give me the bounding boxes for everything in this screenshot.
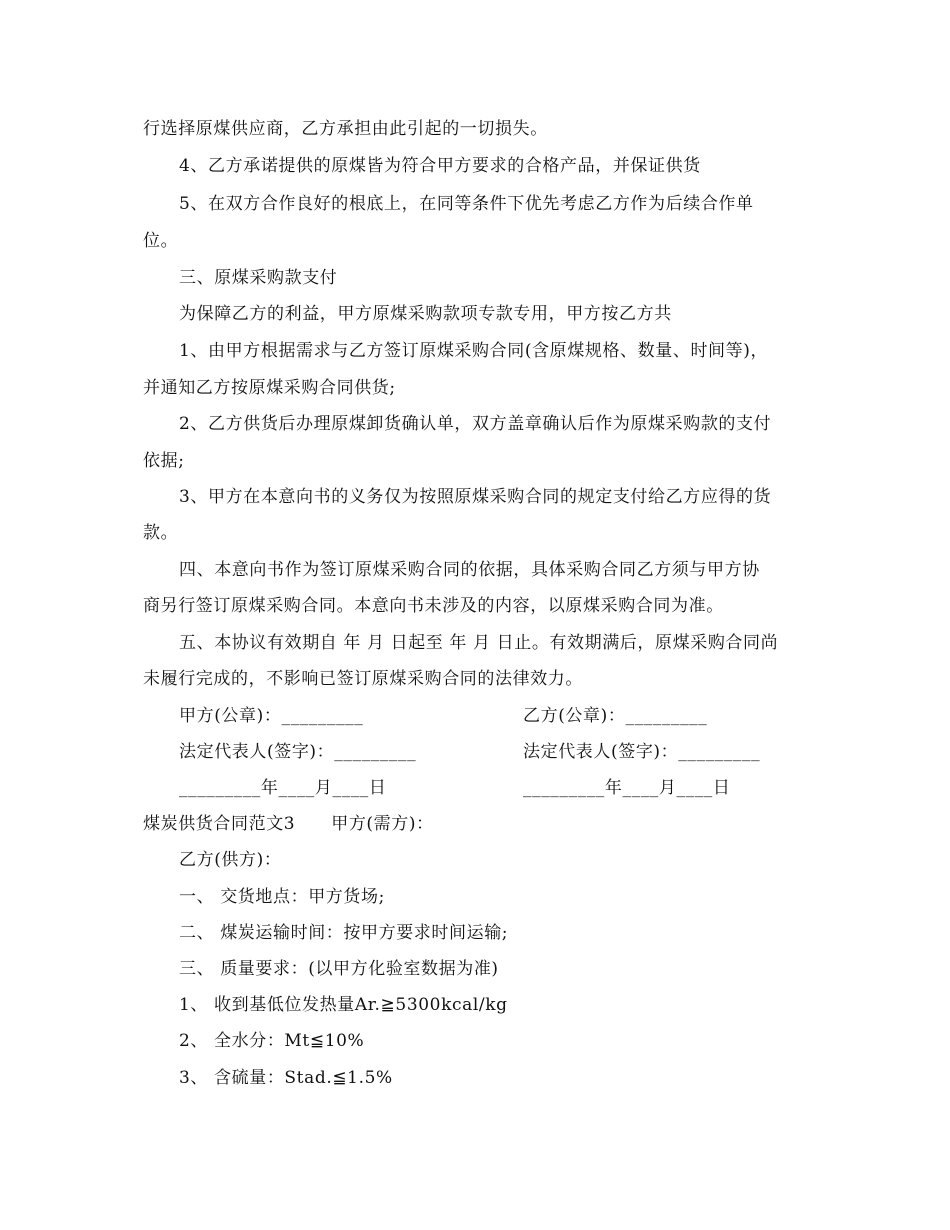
contract3-item: 3、 含硫量：Stad.≦1.5%	[179, 1068, 393, 1088]
party-b-representative-field: 法定代表人(签字)：_________	[523, 742, 761, 762]
party-b-seal-field: 乙方(公章)：_________	[523, 706, 708, 726]
contract3-item: 三、 质量要求：(以甲方化验室数据为准)	[179, 959, 499, 979]
contract3-header-line	[143, 813, 434, 835]
party-a-date-field: _________年____月____日	[179, 778, 387, 798]
contract3-item: 1、 收到基低位发热量Ar.≧5300kcal/kg	[179, 995, 508, 1015]
contract3-item: 2、 全水分：Mt≦10%	[179, 1031, 365, 1051]
paragraph-line: 四、本意向书作为签订原煤采购合同的依据，具体采购合同乙方须与甲方协	[179, 560, 760, 580]
paragraph-line: 行选择原煤供应商，乙方承担由此引起的一切损失。	[143, 119, 548, 139]
contract3-item: 二、 煤炭运输时间：按甲方要求时间运输;	[179, 923, 509, 943]
paragraph-line: 依据;	[143, 451, 185, 471]
paragraph-line: 1、由甲方根据需求与乙方签订原煤采购合同(含原煤规格、数量、时间等)，	[179, 341, 769, 361]
paragraph-line: 2、乙方供货后办理原煤卸货确认单，双方盖章确认后作为原煤采购款的支付	[179, 414, 772, 434]
paragraph-line: 为保障乙方的利益，甲方原煤采购款项专款专用，甲方按乙方共	[179, 304, 672, 324]
party-a-seal-field: 甲方(公章)：_________	[179, 706, 364, 726]
contract3-party-b: 乙方(供方)：	[179, 850, 282, 870]
contract3-party-a: 甲方(需方)：	[331, 814, 434, 834]
paragraph-line: 3、甲方在本意向书的义务仅为按照原煤采购合同的规定支付给乙方应得的货	[179, 487, 772, 507]
paragraph-line: 款。	[143, 523, 179, 543]
section-heading: 三、原煤采购款支付	[179, 268, 338, 288]
paragraph-line: 位。	[143, 231, 179, 251]
party-b-date-field: _________年____月____日	[523, 778, 731, 798]
contract3-item: 一、 交货地点：甲方货场;	[179, 887, 385, 907]
paragraph-line: 五、本协议有效期自 年 月 日起至 年 月 日止。有效期满后，原煤采购合同尚	[179, 633, 779, 653]
paragraph-line: 5、在双方合作良好的根底上，在同等条件下优先考虑乙方作为后续合作单	[179, 194, 754, 214]
paragraph-line: 未履行完成的，不影响已签订原煤采购合同的法律效力。	[143, 669, 583, 689]
party-a-representative-field: 法定代表人(签字)：_________	[179, 742, 417, 762]
paragraph-line: 并通知乙方按原煤采购合同供货;	[143, 378, 396, 398]
paragraph-line: 4、乙方承诺提供的原煤皆为符合甲方要求的合格产品，并保证供货	[179, 156, 701, 176]
contract3-title: 煤炭供货合同范文3	[143, 814, 296, 834]
paragraph-line: 商另行签订原煤采购合同。本意向书未涉及的内容，以原煤采购合同为准。	[143, 596, 724, 616]
